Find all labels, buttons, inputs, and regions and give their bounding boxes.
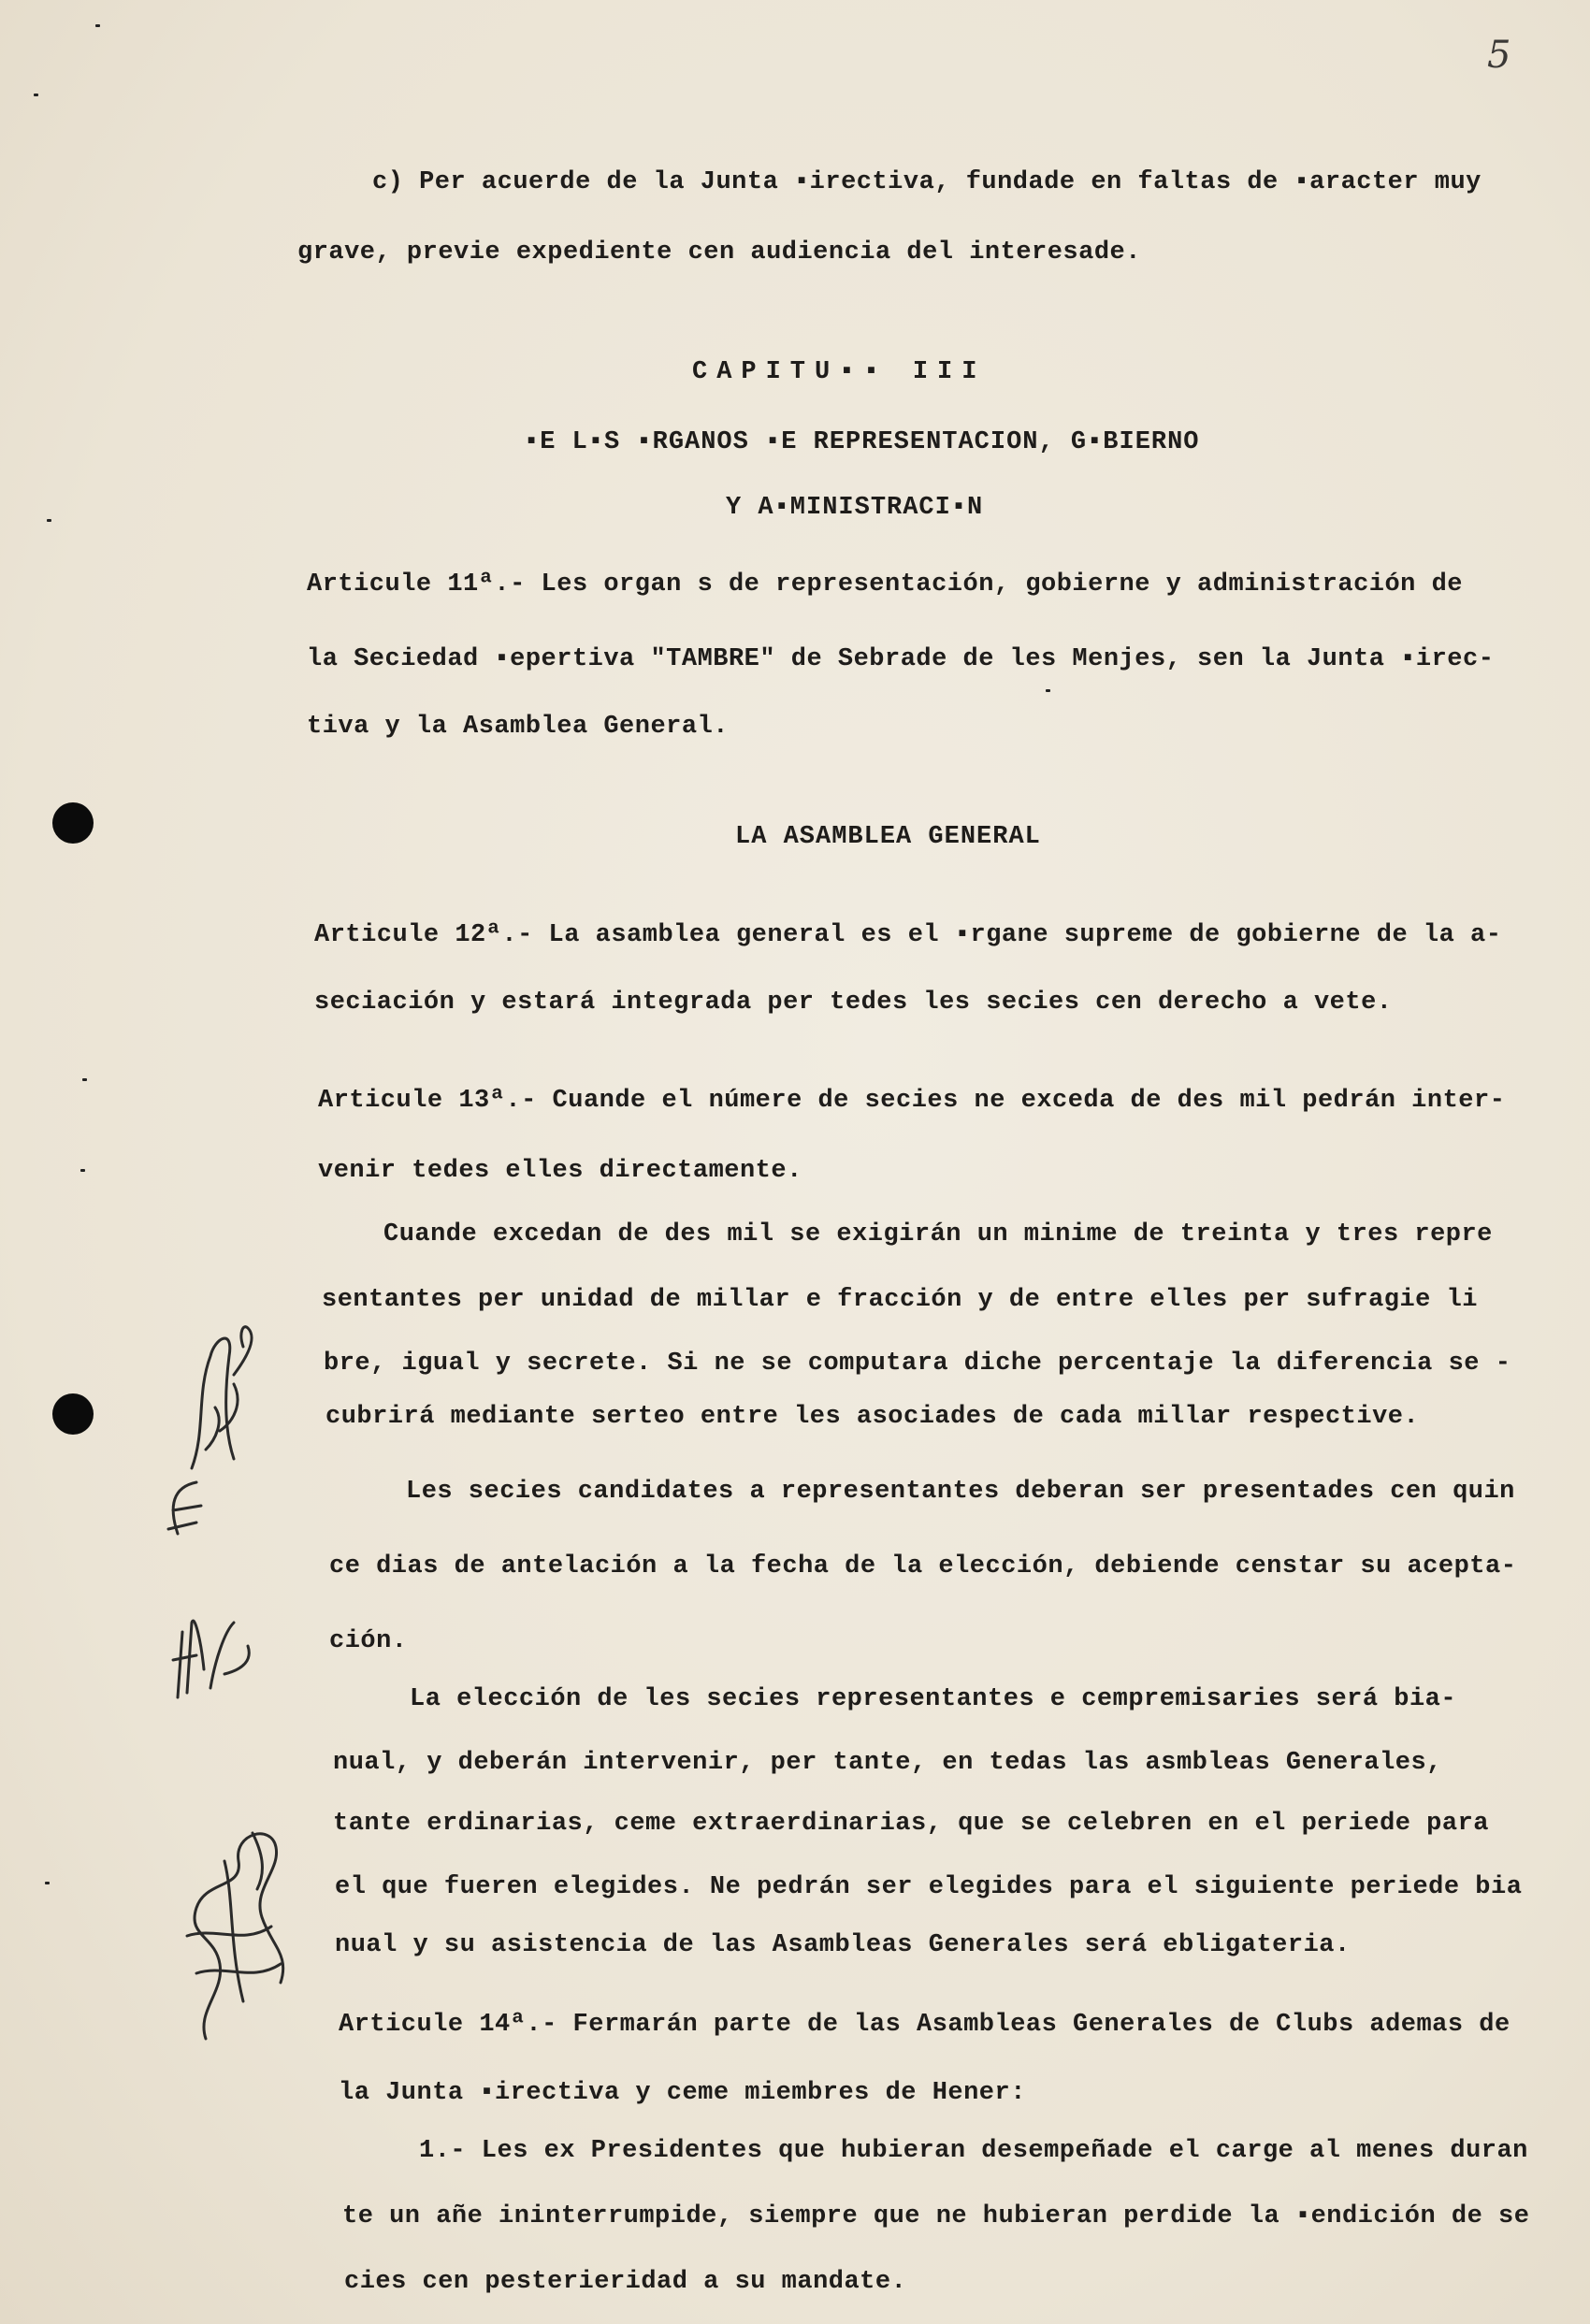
text-line: cubrirá mediante serteo entre les asociades de cada millar respective. [325,1403,1420,1431]
text-line: ción. [329,1627,408,1655]
text-line: La elección de les secies representantes e cempremisaries será bia- [410,1685,1457,1713]
text-line: c) Per acuerde de la Junta ▪irectiva, fundade en faltas de ▪aracter muy [372,168,1482,196]
text-line: venir tedes elles directamente. [318,1157,802,1185]
signature-scrawl [168,1805,309,2048]
text-line: la Junta ▪irectiva y ceme miembres de Hener: [339,2079,1026,2107]
signature-initials-1 [140,1319,271,1543]
text-line: 1.- Les ex Presidentes que hubieran desempeñade el carge al menes duran [419,2137,1528,2165]
text-line: Articule 14ª.- Fermarán parte de las Asambleas Generales de Clubs ademas de [339,2011,1510,2039]
text-line: nual, y deberán intervenir, per tante, en tedas las asmbleas Generales, [333,1749,1442,1777]
text-line: ce dias de antelación a la fecha de la elección, debiende censtar su acepta- [329,1552,1517,1581]
text-line: tiva y la Asamblea General. [307,713,729,741]
text-line: nual y su asistencia de las Asambleas Generales será ebligateria. [335,1931,1351,1959]
margin-speck [1046,689,1050,692]
margin-speck [45,1882,50,1884]
punch-hole-bottom [52,1393,94,1435]
chapter-heading: CAPITU▪▪ III [692,358,987,386]
margin-speck [34,94,38,96]
margin-speck [95,24,100,27]
page-number: 5 [1487,34,1511,77]
chapter-subtitle: ▪E L▪S ▪RGANOS ▪E REPRESENTACION, G▪BIERNO [524,428,1200,456]
margin-speck [82,1078,87,1081]
text-line: seciación y estará integrada per tedes les secies cen derecho a vete. [314,989,1393,1017]
punch-hole-top [52,802,94,844]
text-line: Les secies candidates a representantes deberan ser presentades cen quin [406,1478,1515,1506]
text-line: Cuande excedan de des mil se exigirán un minime de treinta y tres repre [383,1220,1493,1249]
signature-initials-2 [159,1604,271,1707]
text-line: sentantes per unidad de millar e fracción y de entre elles per sufragie li [322,1286,1478,1314]
text-line: grave, previe expediente cen audiencia del interesade. [297,238,1141,267]
chapter-subtitle: Y A▪MINISTRACI▪N [726,494,984,522]
text-line: te un añe ininterrumpide, siempre que ne hubieran perdide la ▪endición de se [342,2202,1530,2230]
text-line: la Seciedad ▪epertiva "TAMBRE" de Sebrade de les Menjes, sen la Junta ▪irec- [307,645,1495,673]
text-line: bre, igual y secrete. Si ne se computara diche percentaje la diferencia se - [324,1350,1511,1378]
text-line: cies cen pesterieridad a su mandate. [344,2268,907,2296]
text-line: Articule 11ª.- Les organ s de representación, gobierne y administración de [307,570,1463,599]
text-line: Articule 13ª.- Cuande el númere de secies ne exceda de des mil pedrán inter- [318,1087,1506,1115]
margin-speck [47,519,51,522]
text-line: el que fueren elegides. Ne pedrán ser elegides para el siguiente periede bia [335,1873,1523,1901]
text-line: Articule 12ª.- La asamblea general es el ▪rgane supreme de gobierne de la a- [314,921,1502,949]
section-heading: LA ASAMBLEA GENERAL [735,823,1041,851]
text-line: tante erdinarias, ceme extraerdinarias, que se celebren en el periede para [333,1810,1489,1838]
margin-speck [80,1169,85,1172]
